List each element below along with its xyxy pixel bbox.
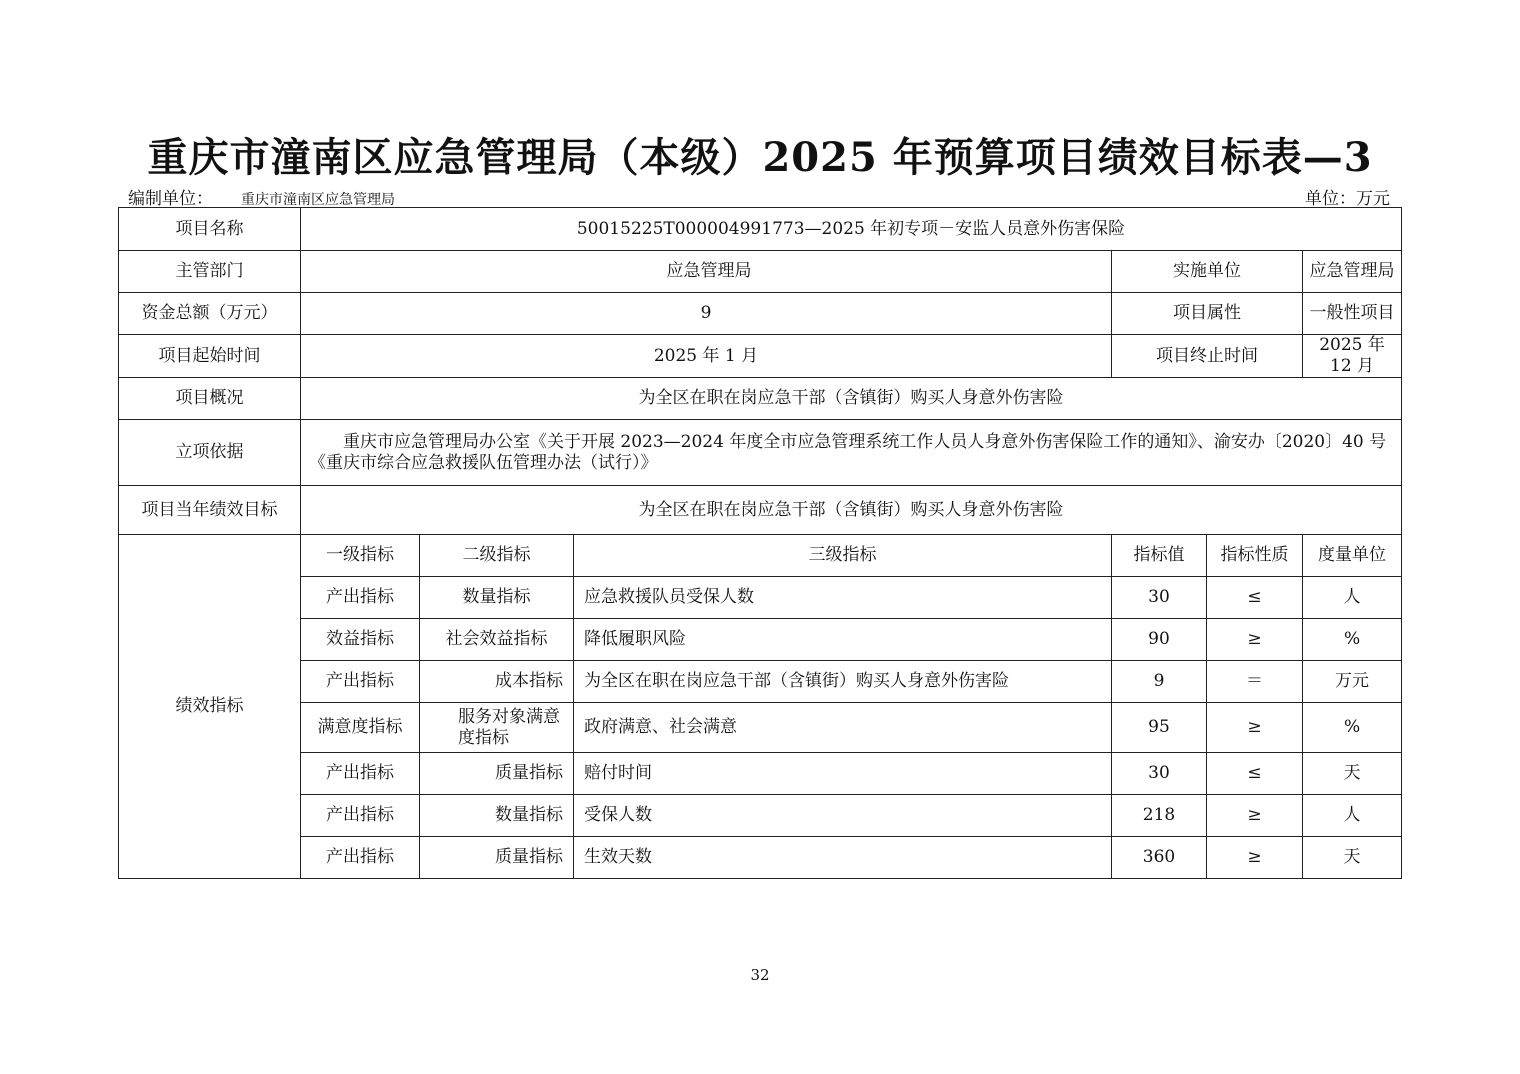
indicator-header-row — [119, 535, 1402, 577]
compiler-value: 重庆市潼南区应急管理局 — [241, 192, 395, 208]
level1-cell: 产出指标 — [301, 661, 420, 703]
header-level3: 三级指标 — [574, 535, 1112, 577]
attr-label: 项目属性 — [1112, 293, 1303, 335]
level3-cell: 降低履职风险 — [574, 619, 1112, 661]
level1-cell: 效益指标 — [301, 619, 420, 661]
unit-cell: % — [1303, 619, 1402, 661]
overview-value: 为全区在职在岗应急干部（含镇街）购买人身意外伤害险 — [301, 378, 1402, 420]
row-time — [119, 335, 1402, 378]
level1-cell: 满意度指标 — [301, 703, 420, 753]
indicator-section-label: 绩效指标 — [119, 535, 301, 879]
nature-cell: ≤ — [1207, 577, 1303, 619]
nature-cell: ≥ — [1207, 795, 1303, 837]
basis-value: 重庆市应急管理局办公室《关于开展 2023—2024 年度全市应急管理系统工作人员人身意外伤害保险工作的通知》、渝安办〔2020〕40 号《重庆市综合应急救援队伍管理办法（试行）》 — [301, 420, 1402, 486]
value-cell: 90 — [1112, 619, 1207, 661]
level3-cell: 应急救援队员受保人数 — [574, 577, 1112, 619]
row-overview — [119, 378, 1402, 420]
row-goal — [119, 486, 1402, 535]
value-cell: 30 — [1112, 753, 1207, 795]
level3-cell: 生效天数 — [574, 837, 1112, 879]
header-nature: 指标性质 — [1207, 535, 1303, 577]
nature-cell: ≤ — [1207, 753, 1303, 795]
compiler-label: 编制单位： — [128, 189, 213, 209]
project-name-label: 项目名称 — [119, 208, 301, 251]
level2-cell: 服务对象满意度指标 — [420, 703, 574, 753]
goal-value: 为全区在职在岗应急干部（含镇街）购买人身意外伤害险 — [301, 486, 1402, 535]
value-cell: 9 — [1112, 661, 1207, 703]
header-value: 指标值 — [1112, 535, 1207, 577]
level1-cell: 产出指标 — [301, 795, 420, 837]
impl-value: 应急管理局 — [1303, 251, 1402, 293]
nature-cell: ≥ — [1207, 619, 1303, 661]
project-name-value: 50015225T000004991773—2025 年初专项－安监人员意外伤害保险 — [301, 208, 1402, 251]
basis-label: 立项依据 — [119, 420, 301, 486]
unit-cell: 天 — [1303, 753, 1402, 795]
unit-label: 单位：万元 — [1305, 189, 1390, 209]
header-level1: 一级指标 — [301, 535, 420, 577]
unit-cell: 人 — [1303, 577, 1402, 619]
nature-cell: ≥ — [1207, 837, 1303, 879]
unit-cell: 天 — [1303, 837, 1402, 879]
overview-label: 项目概况 — [119, 378, 301, 420]
fund-label: 资金总额（万元） — [119, 293, 301, 335]
level1-cell: 产出指标 — [301, 753, 420, 795]
dept-label: 主管部门 — [119, 251, 301, 293]
value-cell: 218 — [1112, 795, 1207, 837]
level2-cell: 成本指标 — [420, 661, 574, 703]
page-number: 32 — [750, 966, 770, 984]
level2-cell: 社会效益指标 — [420, 619, 574, 661]
level3-cell: 为全区在职在岗应急干部（含镇街）购买人身意外伤害险 — [574, 661, 1112, 703]
row-fund — [119, 293, 1402, 335]
unit-cell: 万元 — [1303, 661, 1402, 703]
unit-cell: 人 — [1303, 795, 1402, 837]
value-cell: 95 — [1112, 703, 1207, 753]
value-cell: 30 — [1112, 577, 1207, 619]
compiler-info — [128, 184, 395, 209]
page-title: 重庆市潼南区应急管理局（本级）2025 年预算项目绩效目标表—3 — [147, 134, 1373, 181]
nature-cell: ≥ — [1207, 703, 1303, 753]
level3-cell: 赔付时间 — [574, 753, 1112, 795]
end-value: 2025 年 12 月 — [1303, 335, 1402, 378]
level3-cell: 受保人数 — [574, 795, 1112, 837]
attr-value: 一般性项目 — [1303, 293, 1402, 335]
table-row — [119, 577, 1402, 619]
end-label: 项目终止时间 — [1112, 335, 1303, 378]
level3-cell: 政府满意、社会满意 — [574, 703, 1112, 753]
table-row — [119, 703, 1402, 753]
goal-label: 项目当年绩效目标 — [119, 486, 301, 535]
row-basis — [119, 420, 1402, 486]
nature-cell: ＝ — [1207, 661, 1303, 703]
table-row — [119, 619, 1402, 661]
fund-value: 9 — [301, 293, 1112, 335]
level2-cell: 数量指标 — [420, 795, 574, 837]
table-row — [119, 661, 1402, 703]
row-project-name — [119, 208, 1402, 251]
performance-table — [118, 207, 1402, 879]
level2-cell: 质量指标 — [420, 753, 574, 795]
start-value: 2025 年 1 月 — [301, 335, 1112, 378]
impl-label: 实施单位 — [1112, 251, 1303, 293]
level1-cell: 产出指标 — [301, 837, 420, 879]
value-cell: 360 — [1112, 837, 1207, 879]
table-row — [119, 837, 1402, 879]
table-row — [119, 753, 1402, 795]
dept-value: 应急管理局 — [301, 251, 1112, 293]
start-label: 项目起始时间 — [119, 335, 301, 378]
unit-cell: % — [1303, 703, 1402, 753]
header-unit: 度量单位 — [1303, 535, 1402, 577]
level2-cell: 质量指标 — [420, 837, 574, 879]
level2-cell: 数量指标 — [420, 577, 574, 619]
level1-cell: 产出指标 — [301, 577, 420, 619]
table-row — [119, 795, 1402, 837]
header-level2: 二级指标 — [420, 535, 574, 577]
row-dept — [119, 251, 1402, 293]
